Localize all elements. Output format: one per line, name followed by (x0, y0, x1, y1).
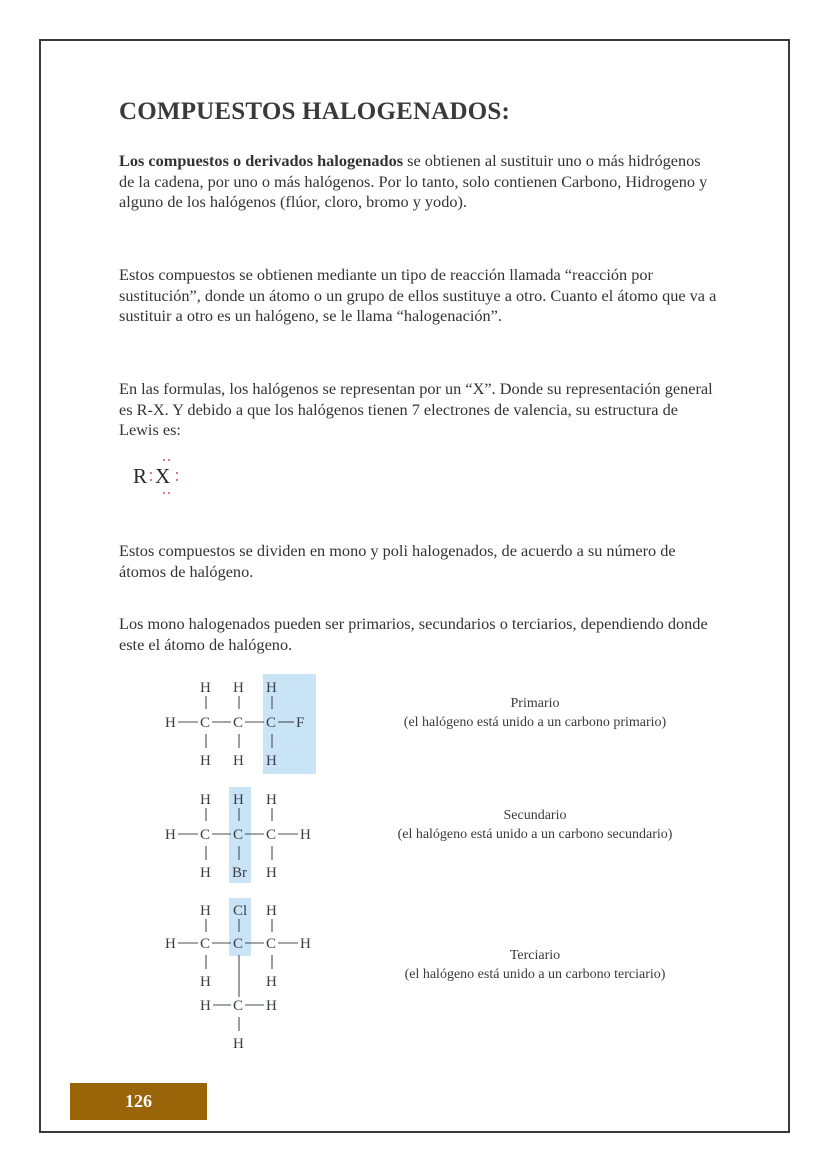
svg-text:H: H (266, 753, 277, 769)
description-primary (390, 694, 680, 732)
bold-term: Los compuestos o derivados halogenados (119, 151, 404, 170)
svg-text:C: C (266, 715, 277, 731)
structure-primary (160, 672, 340, 782)
svg-text:Br: Br (232, 865, 247, 881)
page-title: COMPUESTOS HALOGENADOS: (119, 98, 511, 125)
paragraph-reaction: Estos compuestos se obtienen mediante un tipo de reacción llamada “reacción por sustitución”, donde un átomo o un grupo de ellos sustituye a otro. Cuanto el átomo que va a sustituir a otro es un halógeno, se le llama “halogenación”. (119, 265, 717, 325)
paragraph-text: se obtienen al sustituir uno o más hidrógenos de la cadena, por uno o más halógenos. Por lo tanto, solo contienen Carbono, Hidrogeno y alguno de los halógenos (flúor, cloro, bromo y yodo). (119, 151, 708, 211)
svg-text:H: H (200, 753, 211, 769)
structure-tertiary (160, 898, 340, 1063)
lewis-r: R (133, 464, 148, 488)
svg-text:H: H (300, 936, 311, 952)
svg-text:H: H (200, 974, 211, 990)
svg-text:H: H (200, 792, 211, 808)
svg-text:H: H (266, 998, 277, 1014)
svg-text:H: H (266, 903, 277, 919)
svg-text:H: H (266, 680, 277, 696)
svg-text:C: C (200, 827, 211, 843)
svg-text:C: C (233, 827, 244, 843)
svg-text:H: H (233, 753, 244, 769)
paragraph-formula: En las formulas, los halógenos se representan por un “X”. Donde su representación general es R-X. Y debido a que los halógenos tienen 7 electrones de valencia, su estructura de Lewis es: (119, 379, 713, 439)
svg-text:C: C (200, 715, 211, 731)
paragraph-classification: Estos compuestos se dividen en mono y poli halogenados, de acuerdo a su número de átomos de halógeno. (119, 541, 676, 581)
svg-text:H: H (266, 865, 277, 881)
lewis-x: X (155, 464, 171, 488)
type-description: (el halógeno está unido a un carbono terciario) (404, 967, 666, 982)
svg-text:C: C (233, 936, 244, 952)
paragraph-definition (119, 151, 719, 213)
svg-text:H: H (200, 903, 211, 919)
svg-text:H: H (200, 680, 211, 696)
description-secondary (390, 806, 680, 844)
svg-text:H: H (233, 792, 244, 808)
svg-text:H: H (266, 974, 277, 990)
description-tertiary (390, 946, 680, 984)
svg-text:H: H (233, 1036, 244, 1052)
svg-text:H: H (200, 865, 211, 881)
svg-text:H: H (266, 792, 277, 808)
paragraph-mono-types: Los mono halogenados pueden ser primarios, secundarios o terciarios, dependiendo donde este el átomo de halógeno. (119, 614, 708, 654)
svg-text:Cl: Cl (233, 903, 248, 919)
svg-text:H: H (165, 715, 176, 731)
structure-secondary (160, 787, 340, 892)
svg-text:C: C (266, 936, 277, 952)
svg-text:C: C (266, 827, 277, 843)
type-label: Terciario (509, 948, 561, 963)
svg-text:C: C (200, 936, 211, 952)
type-description: (el halógeno está unido a un carbono primario) (403, 715, 667, 730)
svg-text:H: H (233, 680, 244, 696)
type-label: Secundario (503, 808, 567, 823)
type-label: Primario (510, 696, 560, 711)
svg-text:H: H (200, 998, 211, 1014)
lewis-structure (131, 452, 211, 502)
page-number: 126 (70, 1083, 207, 1120)
svg-text:H: H (165, 827, 176, 843)
svg-text:H: H (165, 936, 176, 952)
svg-text:F: F (296, 715, 305, 731)
svg-text:C: C (233, 715, 244, 731)
svg-text:H: H (300, 827, 311, 843)
type-description: (el halógeno está unido a un carbono secundario) (397, 827, 673, 842)
svg-text:C: C (233, 998, 244, 1014)
